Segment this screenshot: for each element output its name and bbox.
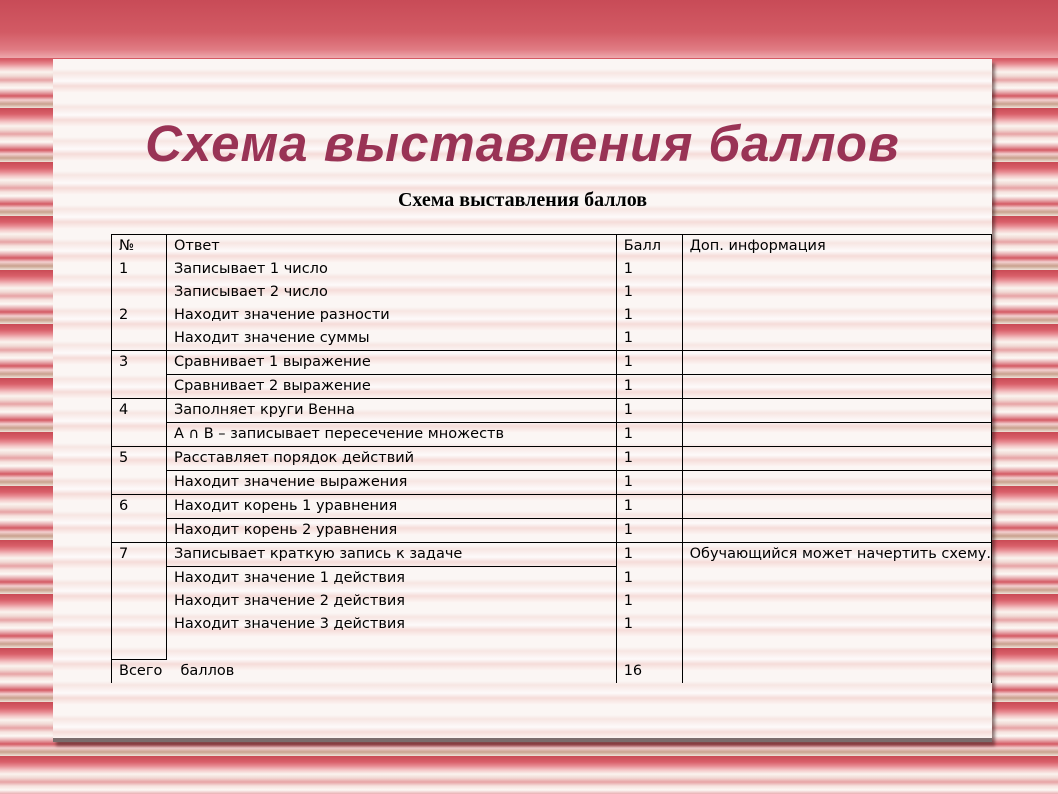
row-info <box>682 258 991 281</box>
row-answer: Находит корень 1 уравнения <box>166 495 616 519</box>
row-number: 2 <box>112 304 167 327</box>
table-row <box>112 399 992 423</box>
row-score: 1 <box>616 543 682 567</box>
row-number: 6 <box>112 495 167 519</box>
row-info <box>682 471 991 495</box>
row-score: 1 <box>616 567 682 591</box>
header-number: № <box>112 235 167 259</box>
row-score: 1 <box>616 258 682 281</box>
row-answer: Находит корень 2 уравнения <box>166 519 616 543</box>
row-number: 3 <box>112 351 167 375</box>
row-number <box>112 567 167 591</box>
row-score: 1 <box>616 327 682 351</box>
table-row <box>112 304 992 327</box>
row-answer: Записывает 1 число <box>173 261 328 277</box>
table-row <box>112 351 992 375</box>
row-score: 1 <box>616 613 682 636</box>
row-info <box>682 519 991 543</box>
slide-title: Схема выставления баллов <box>145 115 900 172</box>
row-answer: Находит значение 3 действия <box>173 616 406 632</box>
row-score: 1 <box>616 447 682 471</box>
row-info <box>682 304 991 327</box>
spacer-cell <box>166 636 616 660</box>
table-spacer-row <box>112 636 992 660</box>
row-info <box>682 351 991 375</box>
row-score: 1 <box>616 519 682 543</box>
row-answer: Записывает краткую запись к задаче <box>166 543 616 567</box>
row-info <box>682 495 991 519</box>
row-number <box>112 423 167 447</box>
document-title: Схема выставления баллов <box>397 189 648 211</box>
row-number <box>112 281 167 304</box>
table-row <box>112 327 992 351</box>
row-score: 1 <box>616 281 682 304</box>
row-score: 1 <box>616 399 682 423</box>
row-score: 1 <box>616 590 682 613</box>
row-score: 1 <box>616 495 682 519</box>
table-row <box>112 519 992 543</box>
row-number <box>112 519 167 543</box>
row-score: 1 <box>616 351 682 375</box>
spacer-cell <box>616 636 682 660</box>
row-number <box>112 375 167 399</box>
row-number <box>112 613 167 636</box>
row-info-note: Обучающийся может начертить схему. <box>682 543 991 637</box>
total-row <box>112 660 992 684</box>
row-answer: Находит значение суммы <box>173 330 370 346</box>
table-row <box>112 543 992 567</box>
spacer-cell <box>682 636 991 660</box>
table-row <box>112 471 992 495</box>
row-score: 1 <box>616 375 682 399</box>
row-number <box>112 471 167 495</box>
row-answer: Записывает 2 число <box>173 284 328 300</box>
table-header-row <box>112 235 992 259</box>
spacer-cell <box>112 636 167 660</box>
total-label-2: баллов <box>180 662 235 679</box>
header-answer: Ответ <box>166 235 616 259</box>
header-score: Балл <box>616 235 682 259</box>
row-info <box>682 423 991 447</box>
row-answer: Находит значение 2 действия <box>173 593 406 609</box>
row-answer: Сравнивает 1 выражение <box>166 351 616 375</box>
row-answer: А ∩ В – записывает пересечение множеств <box>166 423 616 447</box>
total-score: 16 <box>616 660 682 684</box>
row-answer: Заполняет круги Венна <box>166 399 616 423</box>
row-answer: Находит значение 1 действия <box>166 567 616 591</box>
row-answer: Находит значение разности <box>173 307 390 323</box>
row-info <box>682 447 991 471</box>
row-number <box>112 590 167 613</box>
row-number: 7 <box>112 543 167 567</box>
row-number <box>112 327 167 351</box>
table-row <box>112 495 992 519</box>
row-info <box>682 281 991 304</box>
table-row <box>112 375 992 399</box>
table-row <box>112 281 992 304</box>
top-band <box>0 0 1058 58</box>
row-info <box>682 399 991 423</box>
row-score: 1 <box>616 471 682 495</box>
scoring-table <box>111 234 992 683</box>
table-row <box>112 258 992 281</box>
row-number: 4 <box>112 399 167 423</box>
row-info <box>682 375 991 399</box>
row-number: 5 <box>112 447 167 471</box>
row-score: 1 <box>616 304 682 327</box>
header-info: Доп. информация <box>682 235 991 259</box>
total-info <box>682 660 991 684</box>
row-answer: Расставляет порядок действий <box>166 447 616 471</box>
table-row <box>112 447 992 471</box>
row-answer: Сравнивает 2 выражение <box>166 375 616 399</box>
row-score: 1 <box>616 423 682 447</box>
total-label-1: Всего <box>112 660 167 684</box>
row-answer: Находит значение выражения <box>166 471 616 495</box>
row-info <box>682 327 991 351</box>
row-number: 1 <box>112 258 167 281</box>
slide-panel <box>53 59 992 742</box>
table-row <box>112 423 992 447</box>
